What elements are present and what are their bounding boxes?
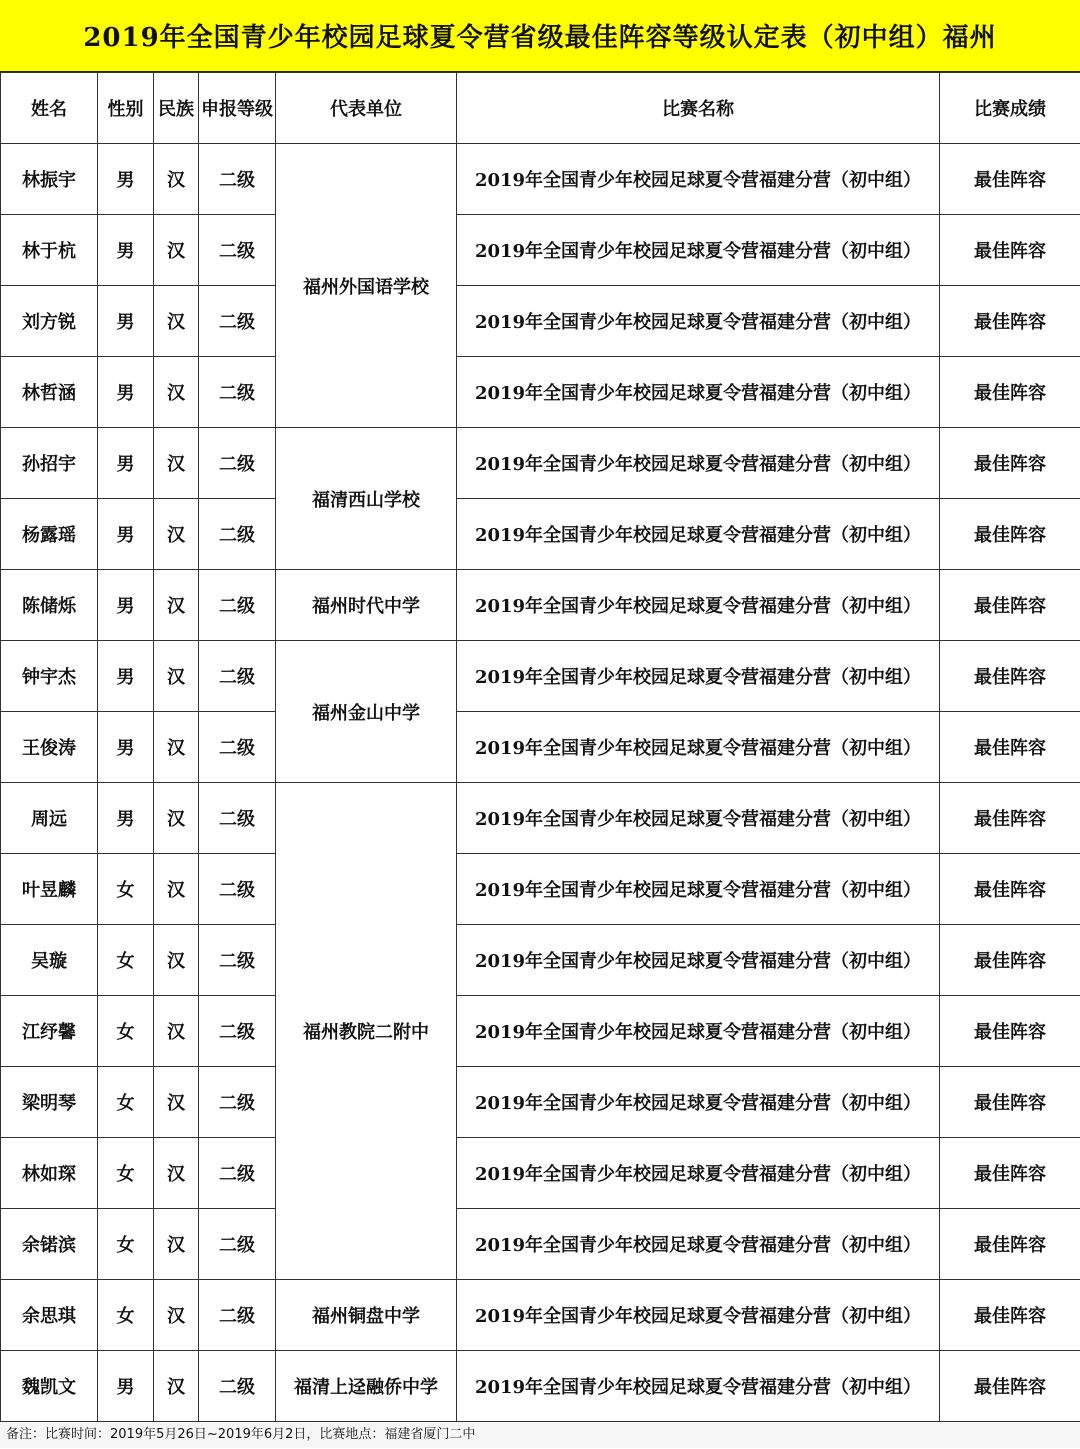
cell-name: 林哲涵 <box>1 357 98 428</box>
cell-result: 最佳阵容 <box>940 286 1080 357</box>
cell-result: 最佳阵容 <box>940 215 1080 286</box>
table-row <box>1 215 1080 286</box>
table-row <box>1 783 1080 854</box>
cell-gender: 男 <box>98 712 154 783</box>
table-row <box>1 1351 1080 1422</box>
cell-name: 林如琛 <box>1 1138 98 1209</box>
table-row <box>1 357 1080 428</box>
cell-result: 最佳阵容 <box>940 925 1080 996</box>
header-level: 申报等级 <box>199 73 276 144</box>
cell-competition: 2019年全国青少年校园足球夏令营福建分营（初中组） <box>457 783 940 854</box>
cell-ethnicity: 汉 <box>154 1067 199 1138</box>
cell-result: 最佳阵容 <box>940 1067 1080 1138</box>
table-row <box>1 925 1080 996</box>
cell-name: 林于杭 <box>1 215 98 286</box>
table-row <box>1 1138 1080 1209</box>
cell-name: 周远 <box>1 783 98 854</box>
cell-gender: 男 <box>98 499 154 570</box>
cell-gender: 男 <box>98 286 154 357</box>
table-row <box>1 996 1080 1067</box>
header-gender: 性别 <box>98 73 154 144</box>
cell-ethnicity: 汉 <box>154 499 199 570</box>
cell-gender: 男 <box>98 357 154 428</box>
cell-competition: 2019年全国青少年校园足球夏令营福建分营（初中组） <box>457 1138 940 1209</box>
cell-ethnicity: 汉 <box>154 215 199 286</box>
cell-unit: 福州金山中学 <box>276 641 457 783</box>
cell-name: 林振宇 <box>1 144 98 215</box>
table-row <box>1 1209 1080 1280</box>
cell-name: 余思琪 <box>1 1280 98 1351</box>
cell-result: 最佳阵容 <box>940 783 1080 854</box>
cell-competition: 2019年全国青少年校园足球夏令营福建分营（初中组） <box>457 1209 940 1280</box>
cell-level: 二级 <box>199 1138 276 1209</box>
cell-unit: 福清西山学校 <box>276 428 457 570</box>
cell-gender: 男 <box>98 1351 154 1422</box>
cell-result: 最佳阵容 <box>940 854 1080 925</box>
cell-gender: 男 <box>98 783 154 854</box>
footnote: 备注：比赛时间：2019年5月26日~2019年6月2日，比赛地点：福建省厦门二中 <box>0 1422 1080 1448</box>
roster-table <box>0 72 1080 1422</box>
cell-competition: 2019年全国青少年校园足球夏令营福建分营（初中组） <box>457 854 940 925</box>
cell-name: 陈储烁 <box>1 570 98 641</box>
cell-name: 江纾馨 <box>1 996 98 1067</box>
cell-ethnicity: 汉 <box>154 357 199 428</box>
cell-ethnicity: 汉 <box>154 1138 199 1209</box>
cell-ethnicity: 汉 <box>154 783 199 854</box>
table-row <box>1 854 1080 925</box>
cell-gender: 女 <box>98 1138 154 1209</box>
cell-result: 最佳阵容 <box>940 996 1080 1067</box>
cell-level: 二级 <box>199 712 276 783</box>
cell-name: 刘方锐 <box>1 286 98 357</box>
table-row <box>1 570 1080 641</box>
cell-gender: 女 <box>98 996 154 1067</box>
table-row <box>1 144 1080 215</box>
cell-level: 二级 <box>199 286 276 357</box>
cell-level: 二级 <box>199 357 276 428</box>
cell-ethnicity: 汉 <box>154 854 199 925</box>
cell-unit: 福清上迳融侨中学 <box>276 1351 457 1422</box>
cell-result: 最佳阵容 <box>940 1351 1080 1422</box>
cell-gender: 男 <box>98 215 154 286</box>
cell-competition: 2019年全国青少年校园足球夏令营福建分营（初中组） <box>457 996 940 1067</box>
cell-level: 二级 <box>199 641 276 712</box>
cell-competition: 2019年全国青少年校园足球夏令营福建分营（初中组） <box>457 925 940 996</box>
cell-gender: 男 <box>98 144 154 215</box>
cell-result: 最佳阵容 <box>940 1209 1080 1280</box>
table-body <box>1 144 1080 1422</box>
cell-level: 二级 <box>199 1067 276 1138</box>
cell-name: 王俊涛 <box>1 712 98 783</box>
cell-ethnicity: 汉 <box>154 570 199 641</box>
cell-result: 最佳阵容 <box>940 357 1080 428</box>
cell-name: 吴璇 <box>1 925 98 996</box>
cell-competition: 2019年全国青少年校园足球夏令营福建分营（初中组） <box>457 144 940 215</box>
cell-competition: 2019年全国青少年校园足球夏令营福建分营（初中组） <box>457 428 940 499</box>
cell-level: 二级 <box>199 215 276 286</box>
cell-ethnicity: 汉 <box>154 1280 199 1351</box>
cell-level: 二级 <box>199 996 276 1067</box>
cell-name: 杨露瑶 <box>1 499 98 570</box>
cell-name: 余锘滨 <box>1 1209 98 1280</box>
table-row <box>1 499 1080 570</box>
cell-gender: 女 <box>98 925 154 996</box>
cell-ethnicity: 汉 <box>154 996 199 1067</box>
cell-ethnicity: 汉 <box>154 428 199 499</box>
cell-competition: 2019年全国青少年校园足球夏令营福建分营（初中组） <box>457 570 940 641</box>
cell-level: 二级 <box>199 499 276 570</box>
cell-ethnicity: 汉 <box>154 712 199 783</box>
cell-gender: 男 <box>98 428 154 499</box>
cell-ethnicity: 汉 <box>154 286 199 357</box>
cell-ethnicity: 汉 <box>154 925 199 996</box>
cell-gender: 女 <box>98 854 154 925</box>
header-ethnicity: 民族 <box>154 73 199 144</box>
cell-competition: 2019年全国青少年校园足球夏令营福建分营（初中组） <box>457 357 940 428</box>
cell-result: 最佳阵容 <box>940 1138 1080 1209</box>
cell-unit: 福州外国语学校 <box>276 144 457 428</box>
table-row <box>1 712 1080 783</box>
header-unit: 代表单位 <box>276 73 457 144</box>
cell-result: 最佳阵容 <box>940 570 1080 641</box>
cell-competition: 2019年全国青少年校园足球夏令营福建分营（初中组） <box>457 215 940 286</box>
cell-unit: 福州铜盘中学 <box>276 1280 457 1351</box>
cell-ethnicity: 汉 <box>154 641 199 712</box>
cell-result: 最佳阵容 <box>940 144 1080 215</box>
table-row <box>1 1067 1080 1138</box>
header-competition: 比赛名称 <box>457 73 940 144</box>
cell-ethnicity: 汉 <box>154 1351 199 1422</box>
table-row <box>1 1280 1080 1351</box>
cell-name: 钟宇杰 <box>1 641 98 712</box>
cell-gender: 女 <box>98 1280 154 1351</box>
cell-gender: 男 <box>98 570 154 641</box>
table-row <box>1 428 1080 499</box>
cell-competition: 2019年全国青少年校园足球夏令营福建分营（初中组） <box>457 641 940 712</box>
cell-level: 二级 <box>199 144 276 215</box>
cell-level: 二级 <box>199 428 276 499</box>
cell-competition: 2019年全国青少年校园足球夏令营福建分营（初中组） <box>457 1067 940 1138</box>
table-row <box>1 641 1080 712</box>
cell-name: 叶昱麟 <box>1 854 98 925</box>
header-result: 比赛成绩 <box>940 73 1080 144</box>
cell-result: 最佳阵容 <box>940 641 1080 712</box>
header-name: 姓名 <box>1 73 98 144</box>
cell-result: 最佳阵容 <box>940 428 1080 499</box>
cell-level: 二级 <box>199 1351 276 1422</box>
cell-unit: 福州教院二附中 <box>276 783 457 1280</box>
cell-result: 最佳阵容 <box>940 712 1080 783</box>
cell-ethnicity: 汉 <box>154 144 199 215</box>
cell-level: 二级 <box>199 854 276 925</box>
cell-result: 最佳阵容 <box>940 1280 1080 1351</box>
cell-level: 二级 <box>199 925 276 996</box>
cell-level: 二级 <box>199 1280 276 1351</box>
cell-name: 梁明琴 <box>1 1067 98 1138</box>
table-row <box>1 286 1080 357</box>
sheet-title: 2019年全国青少年校园足球夏令营省级最佳阵容等级认定表（初中组）福州 <box>0 0 1080 72</box>
cell-gender: 男 <box>98 641 154 712</box>
cell-level: 二级 <box>199 570 276 641</box>
cell-ethnicity: 汉 <box>154 1209 199 1280</box>
cell-result: 最佳阵容 <box>940 499 1080 570</box>
cell-gender: 女 <box>98 1067 154 1138</box>
cell-level: 二级 <box>199 783 276 854</box>
cell-competition: 2019年全国青少年校园足球夏令营福建分营（初中组） <box>457 1351 940 1422</box>
cell-unit: 福州时代中学 <box>276 570 457 641</box>
cell-competition: 2019年全国青少年校园足球夏令营福建分营（初中组） <box>457 499 940 570</box>
cell-competition: 2019年全国青少年校园足球夏令营福建分营（初中组） <box>457 1280 940 1351</box>
cell-level: 二级 <box>199 1209 276 1280</box>
header-row <box>1 73 1080 144</box>
cell-competition: 2019年全国青少年校园足球夏令营福建分营（初中组） <box>457 286 940 357</box>
cell-competition: 2019年全国青少年校园足球夏令营福建分营（初中组） <box>457 712 940 783</box>
cell-name: 孙招宇 <box>1 428 98 499</box>
cell-gender: 女 <box>98 1209 154 1280</box>
cell-name: 魏凯文 <box>1 1351 98 1422</box>
